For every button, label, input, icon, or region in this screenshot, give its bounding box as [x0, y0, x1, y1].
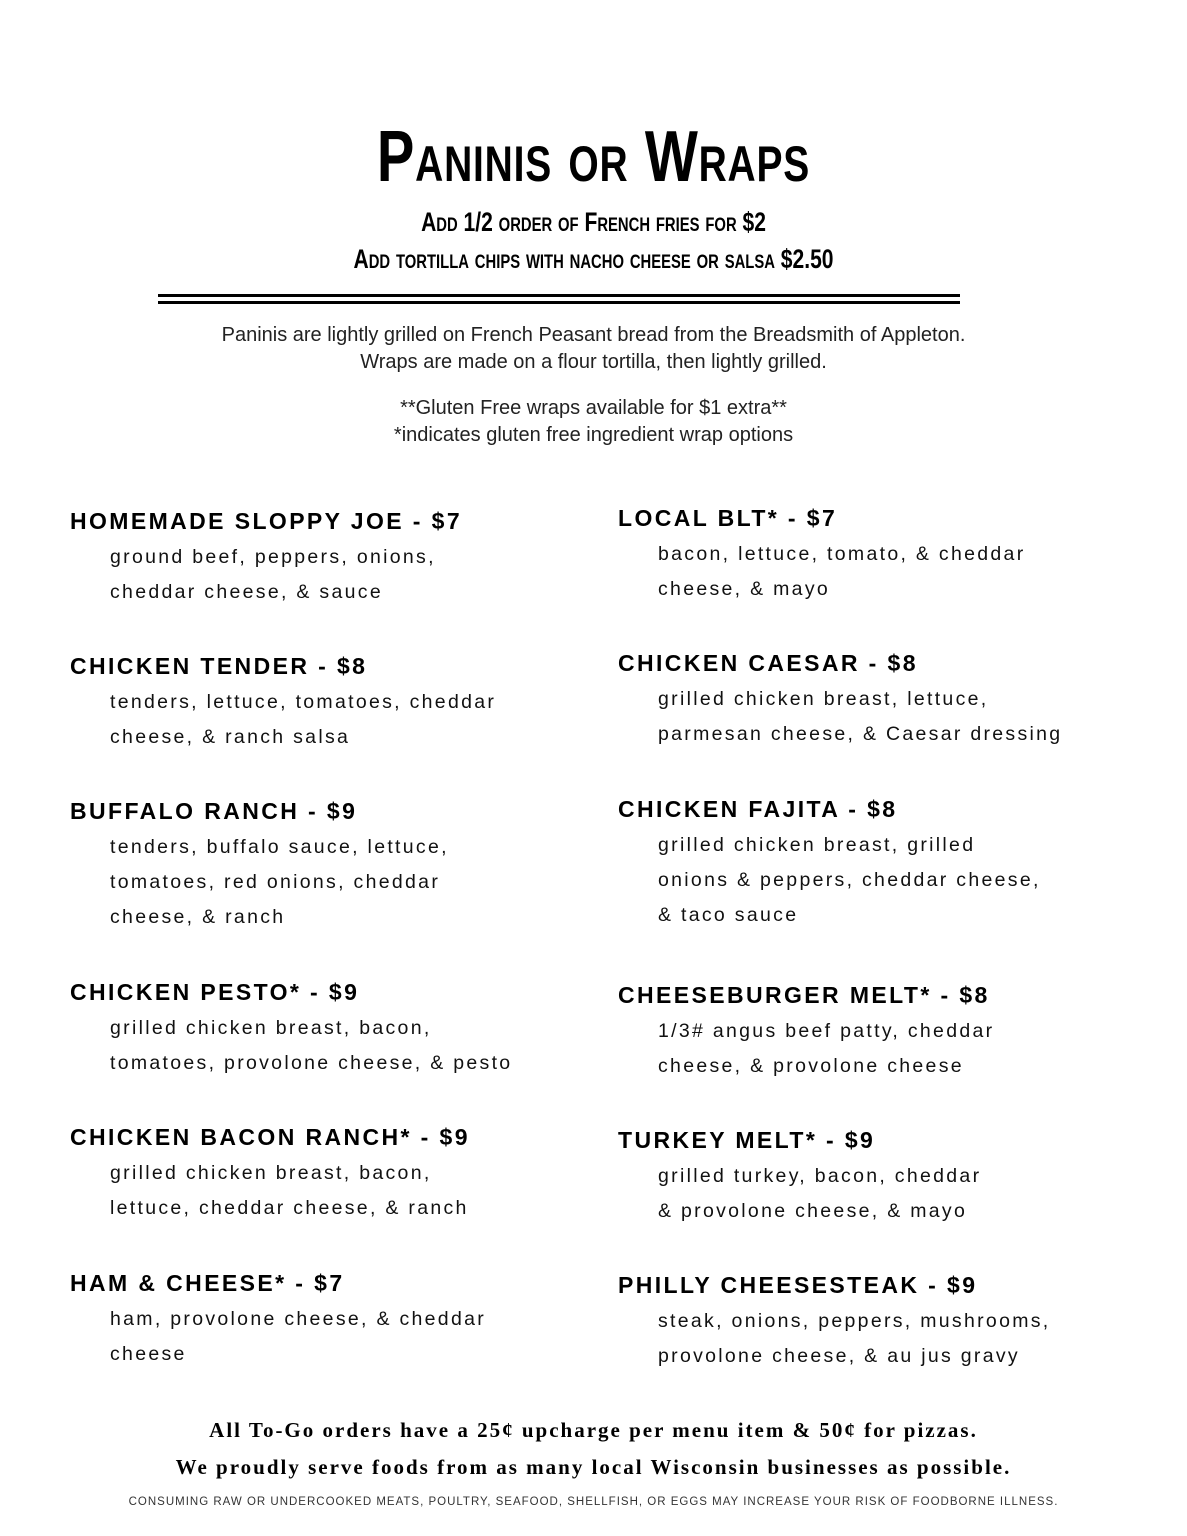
description-line: grilled turkey, bacon, cheddar	[658, 1165, 982, 1187]
menu-item-description	[110, 830, 590, 935]
description-line: onions & peppers, cheddar cheese,	[658, 869, 1041, 891]
menu-item-name: HAM & CHEESE* - $7	[70, 1270, 345, 1296]
description-line: cheese, & ranch	[110, 906, 286, 928]
description-line: cheese, & mayo	[658, 578, 831, 600]
menu-item-name: CHICKEN FAJITA - $8	[618, 796, 898, 822]
menu-item-name: CHICKEN BACON RANCH* - $9	[70, 1124, 470, 1150]
menu-item-name: HOMEMADE SLOPPY JOE - $7	[70, 508, 463, 534]
menu-item-name: CHICKEN TENDER - $8	[70, 653, 368, 679]
menu-item-name: CHEESEBURGER MELT* - $8	[618, 982, 990, 1008]
menu-item-name: LOCAL BLT* - $7	[618, 505, 838, 531]
menu-item	[618, 503, 1138, 607]
menu-item	[70, 977, 590, 1081]
menu-item-description	[110, 685, 590, 755]
description-line: cheese, & provolone cheese	[658, 1055, 964, 1077]
description-line: ground beef, peppers, onions,	[110, 546, 436, 568]
description-line: grilled chicken breast, bacon,	[110, 1162, 432, 1184]
menu-item-name: BUFFALO RANCH - $9	[70, 798, 358, 824]
menu-item-name: TURKEY MELT* - $9	[618, 1127, 876, 1153]
description-line: lettuce, cheddar cheese, & ranch	[110, 1197, 469, 1219]
description-line: provolone cheese, & au jus gravy	[658, 1345, 1020, 1367]
menu-item	[70, 1268, 590, 1372]
page-title: Paninis or Wraps	[376, 117, 811, 197]
description-line: grilled chicken breast, grilled	[658, 834, 976, 856]
togo-note: All To-Go orders have a 25¢ upcharge per menu item & 50¢ for pizzas.	[209, 1418, 978, 1442]
menu-item-description	[658, 682, 1138, 752]
menu-item-description	[658, 1304, 1138, 1374]
menu-item-name: PHILLY CHEESESTEAK - $9	[618, 1272, 978, 1298]
menu-item-name: CHICKEN CAESAR - $8	[618, 650, 918, 676]
menu-item-description	[658, 537, 1138, 607]
menu-item	[618, 980, 1138, 1084]
menu-item	[70, 1122, 590, 1226]
addon-chips: Add tortilla chips with nacho cheese or salsa $2.50	[353, 244, 834, 274]
food-safety-disclaimer: CONSUMING RAW OR UNDERCOOKED MEATS, POULTRY, SEAFOOD, SHELLFISH, OR EGGS MAY INCREASE YOUR RISK OF FOODBORNE ILLNESS.	[128, 1496, 1059, 1508]
divider-line	[158, 294, 960, 297]
description-line: & taco sauce	[658, 904, 799, 926]
description-line: tenders, buffalo sauce, lettuce,	[110, 836, 449, 858]
divider-line	[158, 301, 960, 304]
description-line: & provolone cheese, & mayo	[658, 1200, 968, 1222]
intro-paninis: Paninis are lightly grilled on French Peasant bread from the Breadsmith of Appleton.	[221, 324, 966, 346]
menu-item-description	[110, 540, 590, 610]
description-line: ham, provolone cheese, & cheddar	[110, 1308, 487, 1330]
gluten-free-legend: *indicates gluten free ingredient wrap options	[393, 424, 794, 446]
menu-item-description	[110, 1156, 590, 1226]
description-line: tomatoes, provolone cheese, & pesto	[110, 1052, 513, 1074]
description-line: parmesan cheese, & Caesar dressing	[658, 723, 1063, 745]
menu-item	[70, 651, 590, 755]
menu-item-description	[658, 1014, 1138, 1084]
addon-fries: Add 1/2 order of French fries for $2	[421, 207, 766, 237]
menu-item	[618, 1125, 1138, 1229]
menu-item	[618, 648, 1138, 752]
menu-item-name: CHICKEN PESTO* - $9	[70, 979, 360, 1005]
menu-item-description	[658, 828, 1138, 933]
menu-item	[618, 1270, 1138, 1374]
description-line: tomatoes, red onions, cheddar	[110, 871, 441, 893]
description-line: bacon, lettuce, tomato, & cheddar	[658, 543, 1026, 565]
description-line: cheddar cheese, & sauce	[110, 581, 383, 603]
description-line: steak, onions, peppers, mushrooms,	[658, 1310, 1051, 1332]
description-line: grilled chicken breast, bacon,	[110, 1017, 432, 1039]
menu-item	[70, 796, 590, 935]
menu-item-description	[110, 1011, 590, 1081]
local-note: We proudly serve foods from as many local Wisconsin businesses as possible.	[175, 1455, 1012, 1479]
menu-item-description	[658, 1159, 1138, 1229]
description-line: cheese	[110, 1343, 187, 1365]
description-line: cheese, & ranch salsa	[110, 726, 351, 748]
menu-item-description	[110, 1302, 590, 1372]
description-line: 1/3# angus beef patty, cheddar	[658, 1020, 995, 1042]
menu-item	[70, 506, 590, 610]
description-line: tenders, lettuce, tomatoes, cheddar	[110, 691, 497, 713]
menu-item	[618, 794, 1138, 933]
gluten-free-note: **Gluten Free wraps available for $1 extra**	[400, 397, 787, 419]
description-line: grilled chicken breast, lettuce,	[658, 688, 989, 710]
intro-wraps: Wraps are made on a flour tortilla, then lightly grilled.	[360, 351, 827, 373]
